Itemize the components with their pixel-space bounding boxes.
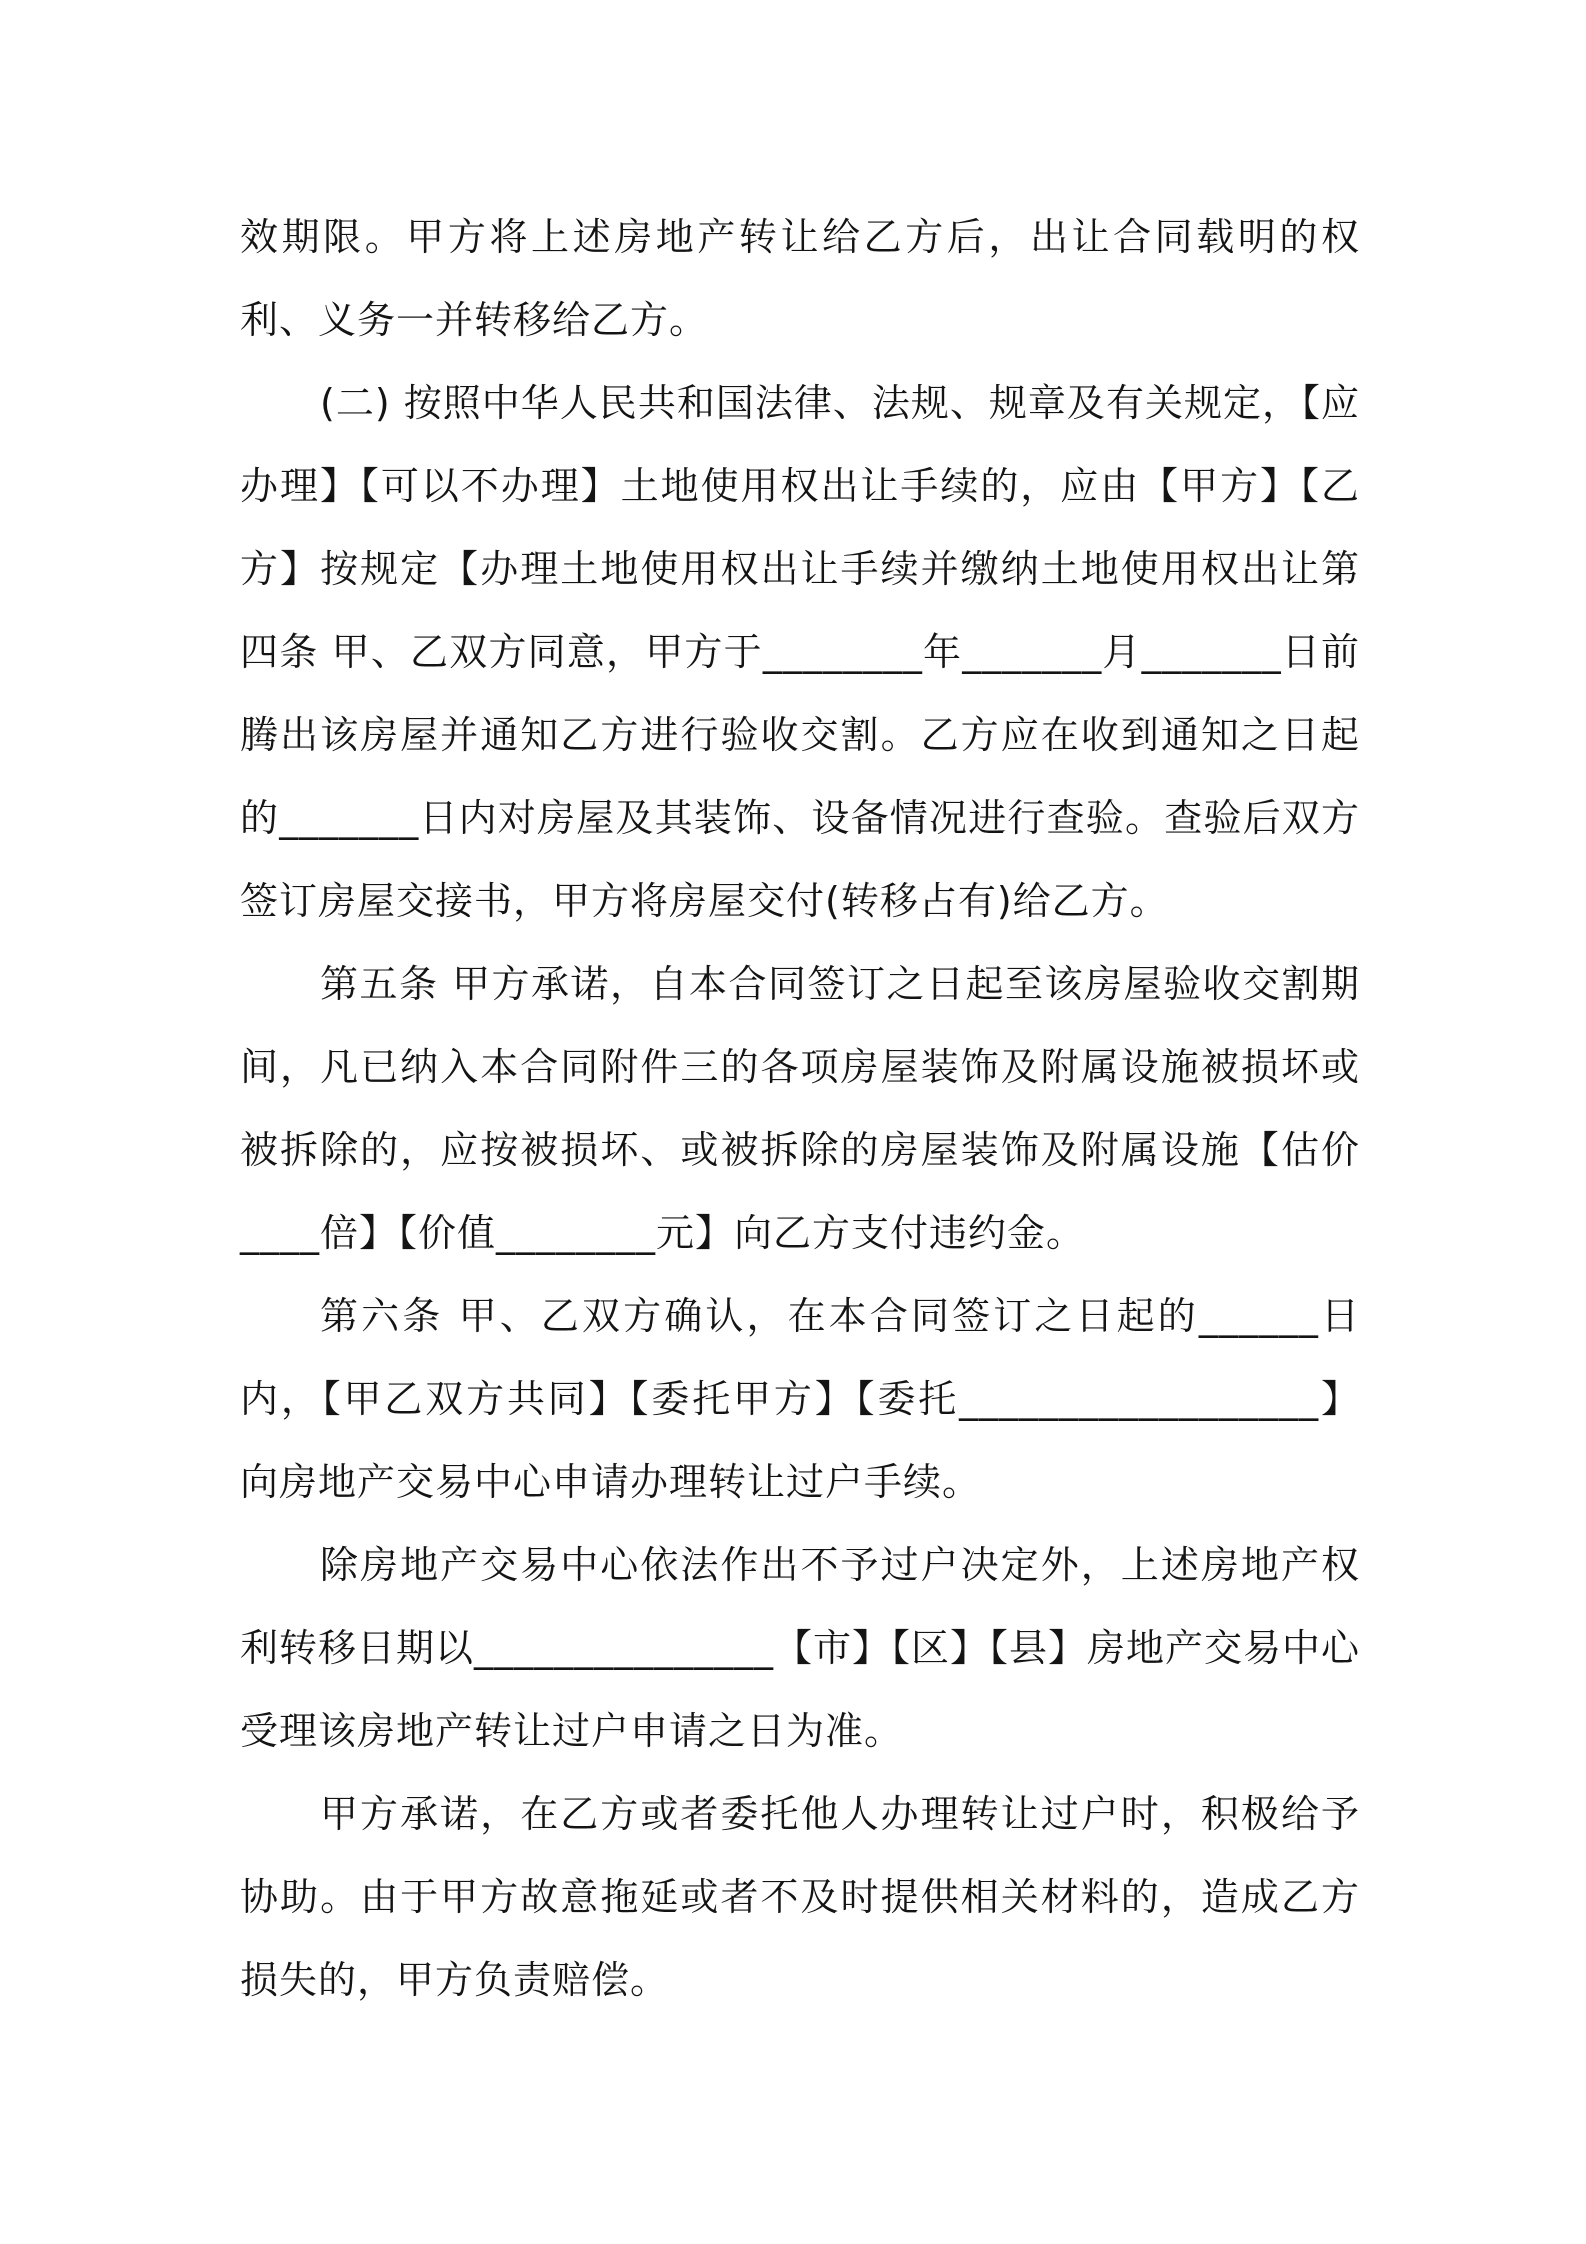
paragraph-party-a-commitment: 甲方承诺，在乙方或者委托他人办理转让过户时，积极给予协助。由于甲方故意拖延或者不及时提供相关材料的，造成乙方损失的，甲方负责赔偿。 — [240, 1792, 1360, 2002]
paragraph-2: (二) 按照中华人民共和国法律、法规、规章及有关规定，【应办理】【可以不办理】土地使用权出让手续的，应由【甲方】【乙方】按规定【办理土地使用权出让手续并缴纳土地使用权出让第四条 甲、乙双方同意，甲方于________年_______月_______日前腾出该房屋并通知乙方进行验收交割。乙方应在收到通知之日起的_______日内对房屋及其装饰、设备情况进行查验。查验后双方签订房屋交接书，甲方将房屋交付(转移占有)给乙方。 — [240, 381, 1360, 923]
paragraph-1: 效期限。甲方将上述房地产转让给乙方后，出让合同载明的权利、义务一并转移给乙方。 — [240, 215, 1360, 342]
document-body — [240, 196, 1360, 2022]
paragraph-transfer-date: 除房地产交易中心依法作出不予过户决定外，上述房地产权利转移日期以_______________【市】【区】【县】房地产交易中心受理该房地产转让过户申请之日为准。 — [240, 1543, 1361, 1753]
paragraph-article-6: 第六条 甲、乙双方确认，在本合同签订之日起的______日内，【甲乙双方共同】【委托甲方】【委托__________________】向房地产交易中心申请办理转让过户手续。 — [240, 1294, 1360, 1504]
paragraph-article-5: 第五条 甲方承诺，自本合同签订之日起至该房屋验收交割期间，凡已纳入本合同附件三的各项房屋装饰及附属设施被损坏或被拆除的，应按被损坏、或被拆除的房屋装饰及附属设施【估价____倍】【价值________元】向乙方支付违约金。 — [240, 962, 1360, 1255]
